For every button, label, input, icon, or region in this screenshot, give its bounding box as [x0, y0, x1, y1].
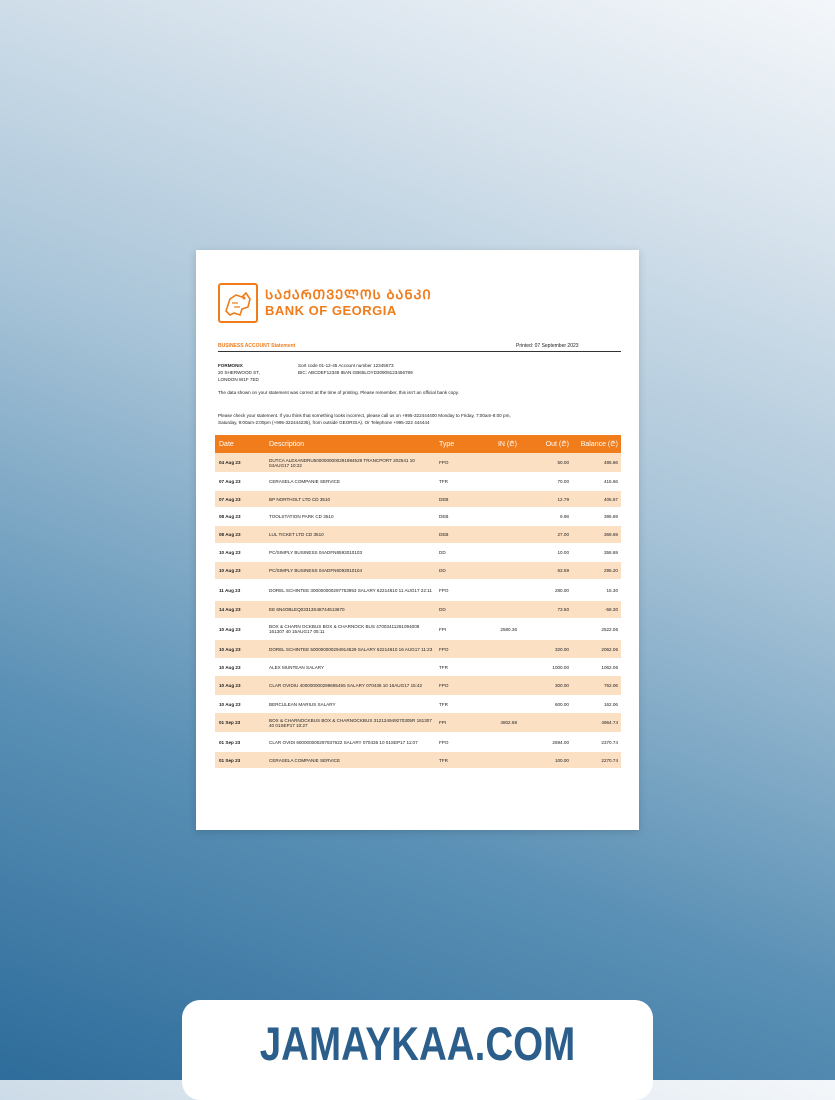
- logo-georgian-text: ᲡᲐᲥᲐᲠᲗᲕᲔᲚᲝᲡ ᲑᲐᲜᲙᲘ: [265, 287, 432, 302]
- cell-date: 10 Aug 23: [219, 646, 241, 652]
- cell-description: TOOLSTATION PARK CD 3510: [269, 514, 334, 519]
- cell-balance: 1062.06: [601, 664, 618, 670]
- cell-balance: 358.69: [603, 550, 618, 555]
- cell-out: 280.00: [554, 587, 569, 593]
- cell-balance: 15.30: [606, 587, 618, 593]
- cell-description: EE 6N4OBLEQ03313S48744513670: [269, 607, 345, 612]
- cell-type: TFR: [439, 664, 448, 670]
- cell-balance: 295.20: [603, 568, 618, 573]
- table-body: [215, 453, 621, 769]
- cell-out: 63.59: [557, 568, 569, 573]
- cell-type: FPO: [439, 683, 449, 688]
- cell-out: 320.00: [554, 646, 569, 652]
- cell-date: 14 Aug 23: [219, 607, 241, 612]
- table-row: [215, 752, 621, 769]
- cell-balance: 405.67: [603, 496, 618, 502]
- site-banner: [182, 1000, 653, 1100]
- table-row: [215, 659, 621, 676]
- cell-type: DEB: [439, 496, 449, 502]
- table-row: [215, 473, 621, 491]
- cell-description: DOREL SCHINTEE 500000000294914529 SALARY 62214610 16 AUG17 11:23: [269, 646, 433, 652]
- cell-type: FPO: [439, 587, 449, 593]
- cell-date: 10 Aug 23: [219, 683, 241, 688]
- lion-emblem-icon: [218, 283, 258, 323]
- cell-out: 10.00: [557, 550, 569, 555]
- cell-balance: 485.66: [603, 460, 618, 465]
- notice-contact: Please check your statement. If you think that something looks incorrect, please call us on +995-322444400 Monday to Friday, 7:00am-8:00 pm, Saturday, 9:00am-2:00pm (+995-322444236), from outside GEORGIA). Or Telephone +995-322 444444: [218, 413, 511, 425]
- table-row: [215, 713, 621, 733]
- cell-date: 10 Aug 23: [219, 550, 241, 555]
- logo-english-text: BANK OF GEORGIA: [265, 303, 397, 318]
- cell-description: BOX & CHARN OCKBUS BOX & CHARNOCK BUS 47003411281094008 161307 40 15AUG17 05:11: [269, 624, 420, 634]
- cell-type: DD: [439, 568, 446, 573]
- cell-date: 08 Aug 23: [219, 532, 241, 537]
- cell-type: FPO: [439, 460, 449, 465]
- cell-type: DEB: [439, 532, 449, 537]
- bic-iban-line: BIC: ABCDEF12349 IBAN:GB65LOYD30909123456789: [298, 370, 413, 375]
- table-row: [215, 453, 621, 473]
- customer-address: [218, 362, 260, 383]
- cell-type: DEB: [439, 514, 449, 519]
- address-line: LONDON W1F 7ED: [218, 377, 259, 382]
- cell-in: 2580.36: [500, 626, 517, 632]
- cell-balance: 4964.74: [601, 720, 618, 725]
- cell-out: 70.00: [557, 479, 569, 484]
- cell-description: LUL TICKET LTD CD 3510: [269, 532, 324, 537]
- cell-description: CERASELA COMPANIE SERVICE: [269, 757, 341, 763]
- cell-out: 50.00: [557, 460, 569, 465]
- cell-date: 01 Sep 23: [219, 757, 241, 763]
- statement-title: BUSINESS ACCOUNT Statement: [218, 343, 296, 349]
- header-date: Date: [219, 440, 234, 448]
- header-type: Type: [439, 440, 455, 448]
- cell-date: 10 Aug 23: [219, 568, 241, 573]
- cell-balance: 2522.06: [601, 626, 618, 632]
- cell-date: 07 Aug 23: [219, 496, 241, 502]
- table-row: [215, 580, 621, 601]
- cell-out: 1000.00: [552, 664, 569, 670]
- cell-balance: 368.69: [603, 532, 618, 537]
- cell-date: 01 Sep 23: [219, 739, 241, 745]
- cell-date: 10 Aug 23: [219, 626, 241, 632]
- cell-balance: 2062.06: [601, 646, 618, 652]
- table-row: [215, 601, 621, 619]
- divider: [218, 351, 621, 352]
- address-line: 20 SHERWOOD ST,: [218, 370, 260, 375]
- table-row: [215, 562, 621, 580]
- printed-date: Printed: 07 September 2023: [516, 343, 579, 349]
- customer-name: FORMONIX: [218, 363, 243, 368]
- cell-description: DUTCA ALEXANDRU5000000000291984529 TRANCPORT 202541 10 04AUG17 10:22: [269, 457, 415, 468]
- cell-out: 2694.00: [552, 739, 569, 745]
- cell-type: FPO: [439, 646, 449, 652]
- cell-type: FPI: [439, 720, 447, 725]
- cell-out: 73.50: [557, 607, 569, 612]
- cell-balance: 2270.74: [601, 757, 618, 763]
- account-details: [298, 362, 413, 376]
- bank-logo: [218, 283, 432, 323]
- table-row: [215, 696, 621, 713]
- notice-correctness: The data shown on your statement was correct at the time of printing. Please remember, this isn't an official bank copy.: [218, 390, 459, 395]
- cell-type: TFR: [439, 479, 448, 484]
- account-number-line: Sort code 01-12-45 Account number 12345673: [298, 363, 394, 368]
- cell-description: CLAR OVIDI 600000000297837622 SALARY 070436 10 01SEP17 11:07: [269, 739, 418, 745]
- table-row: [215, 508, 621, 526]
- cell-type: FPI: [439, 626, 447, 632]
- table-header: [215, 435, 621, 453]
- cell-description: PC/SIMPLY BUSINESS 04ADFN8593010103: [269, 550, 363, 555]
- cell-balance: 162.06: [603, 701, 618, 707]
- cell-description: CERASELA COMPANIE SERVICE: [269, 479, 341, 484]
- cell-in: 4802.68: [500, 720, 517, 725]
- cell-description: BERCULEAN MARIUS SALARY: [269, 701, 336, 707]
- cell-out: 9.98: [560, 514, 569, 519]
- cell-description: CLAR OVIDIU 400000000299685455 SALARY 070436 10 16AUG17 15:42: [269, 683, 423, 688]
- cell-out: 300.00: [554, 683, 569, 688]
- cell-balance: 395.69: [603, 514, 618, 519]
- cell-description: DOREL SCHINTEE 300000000297753953 SALARY 62214610 11 AUG17 22:11: [269, 587, 432, 593]
- cell-type: TFR: [439, 701, 448, 707]
- cell-description: PC/SIMPLY BUSINESS 04ADFN6093010104: [269, 568, 363, 573]
- cell-type: DD: [439, 550, 446, 555]
- cell-type: TFR: [439, 757, 448, 763]
- cell-date: 10 Aug 23: [219, 664, 241, 670]
- table-row: [215, 544, 621, 562]
- cell-date: 07 Aug 23: [219, 479, 241, 484]
- table-row: [215, 640, 621, 659]
- cell-out: 100.00: [554, 757, 569, 763]
- bank-statement-document: [196, 250, 639, 830]
- cell-date: 01 Sep 23: [219, 720, 241, 725]
- cell-balance: -58.30: [604, 607, 618, 612]
- cell-description: BP NORTHOLT LTD CD 3510: [269, 496, 331, 502]
- header-balance: Balance (₾): [580, 440, 618, 448]
- table-row: [215, 526, 621, 544]
- cell-date: 11 Aug 23: [219, 587, 241, 593]
- cell-balance: 2370.74: [601, 739, 618, 745]
- cell-balance: 415.66: [603, 479, 618, 484]
- cell-date: 10 Aug 23: [219, 701, 241, 707]
- cell-type: DD: [439, 607, 446, 612]
- table-row: [215, 491, 621, 508]
- site-name: JAMAYKAA.COM: [259, 1017, 576, 1070]
- cell-description: ALEX MUNTEAN SALARY: [269, 664, 325, 670]
- header-description: Description: [269, 440, 305, 448]
- cell-type: FPO: [439, 739, 449, 745]
- header-in: IN (₾): [497, 440, 517, 448]
- transactions-table: [215, 435, 621, 769]
- cell-out: 27.00: [557, 532, 569, 537]
- cell-date: 08 Aug 23: [219, 514, 241, 519]
- table-row: [215, 733, 621, 752]
- cell-out: 12.79: [557, 496, 569, 502]
- table-row: [215, 619, 621, 640]
- cell-out: 600.00: [554, 701, 569, 707]
- table-row: [215, 676, 621, 696]
- cell-description: BOX & CHARNOCKBUS BOX & CHARNOCKBUS 312124949270305R 161307 40 01SEP17 10:27: [269, 717, 432, 728]
- cell-balance: 762.06: [603, 683, 618, 688]
- header-out: Out (₾): [545, 440, 569, 448]
- cell-date: 04 Aug 23: [219, 460, 241, 465]
